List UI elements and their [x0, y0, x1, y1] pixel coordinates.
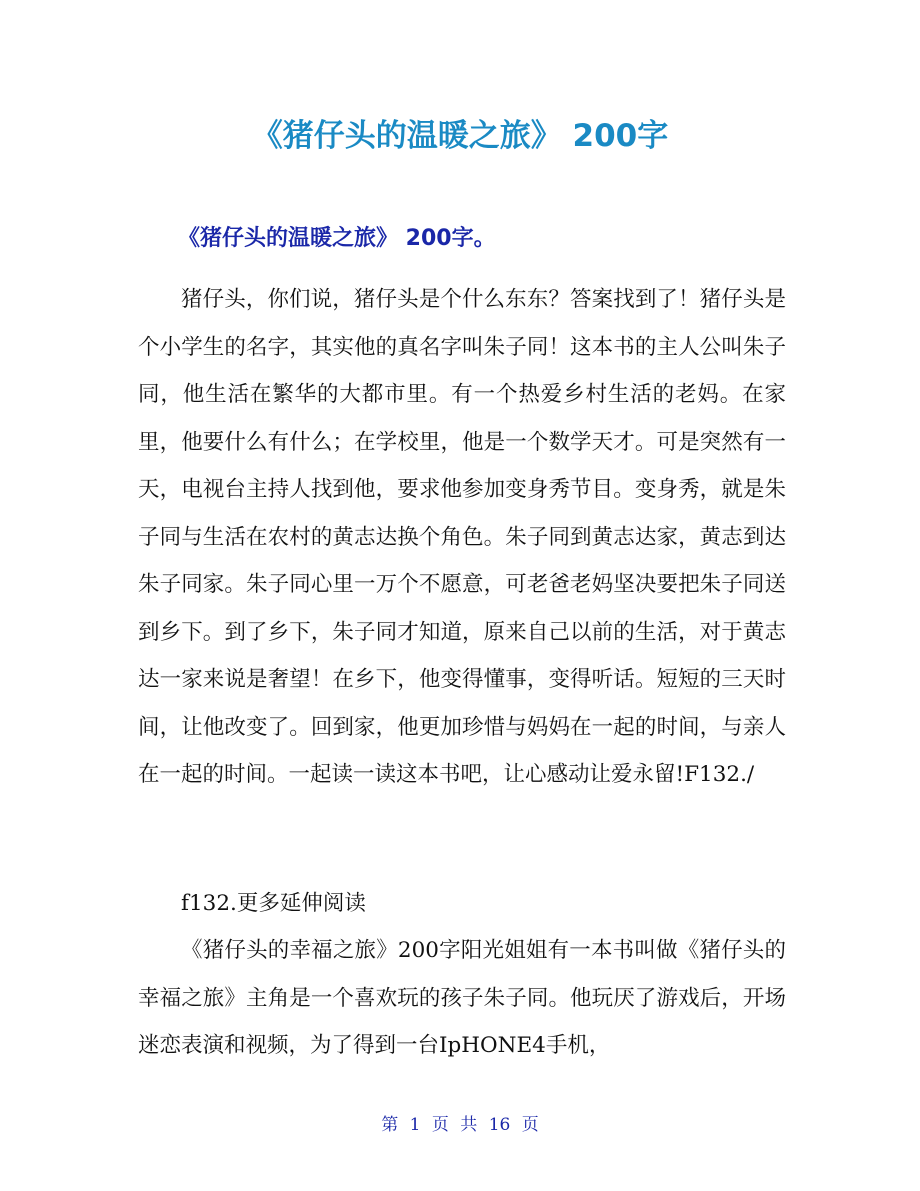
page-title: 《猪仔头的温暖之旅》 200字: [251, 118, 669, 154]
section-heading: 《猪仔头的温暖之旅》 200字。: [178, 226, 496, 251]
body-paragraph: 猪仔头，你们说，猪仔头是个什么东东？答案找到了！猪仔头是个小学生的名字，其实他的真名字叫朱子同！这本书的主人公叫朱子同，他生活在繁华的大都市里。有一个热爱乡村生活的老妈。在家里，他要什么有什么；在学校里，他是一个数学天才。可是突然有一天，电视台主持人找到他，要求他参加变身秀节目。变身秀，就是朱子同与生活在农村的黄志达换个角色。朱子同到黄志达家，黄志到达朱子同家。朱子同心里一万个不愿意，可老爸老妈坚决要把朱子同送到乡下。到了乡下，朱子同才知道，原来自己以前的生活，对于黄志达一家来说是奢望！在乡下，他变得懂事，变得听话。短短的三天时间，让他改变了。回到家，他更加珍惜与妈妈在一起的时间，与亲人在一起的时间。一起读一读这本书吧，让心感动让爱永留!F132./: [138, 287, 786, 787]
page-footer: 第 1 页 共 16 页: [381, 1115, 539, 1135]
more-reading-label: f132.更多延伸阅读: [181, 891, 366, 916]
body-paragraph-2: 《猪仔头的幸福之旅》200字阳光姐姐有一本书叫做《猪仔头的幸福之旅》主角是一个喜欢玩的孩子朱子同。他玩厌了游戏后，开场迷恋表演和视频，为了得到一台IpHONE4手机，: [138, 938, 786, 1058]
